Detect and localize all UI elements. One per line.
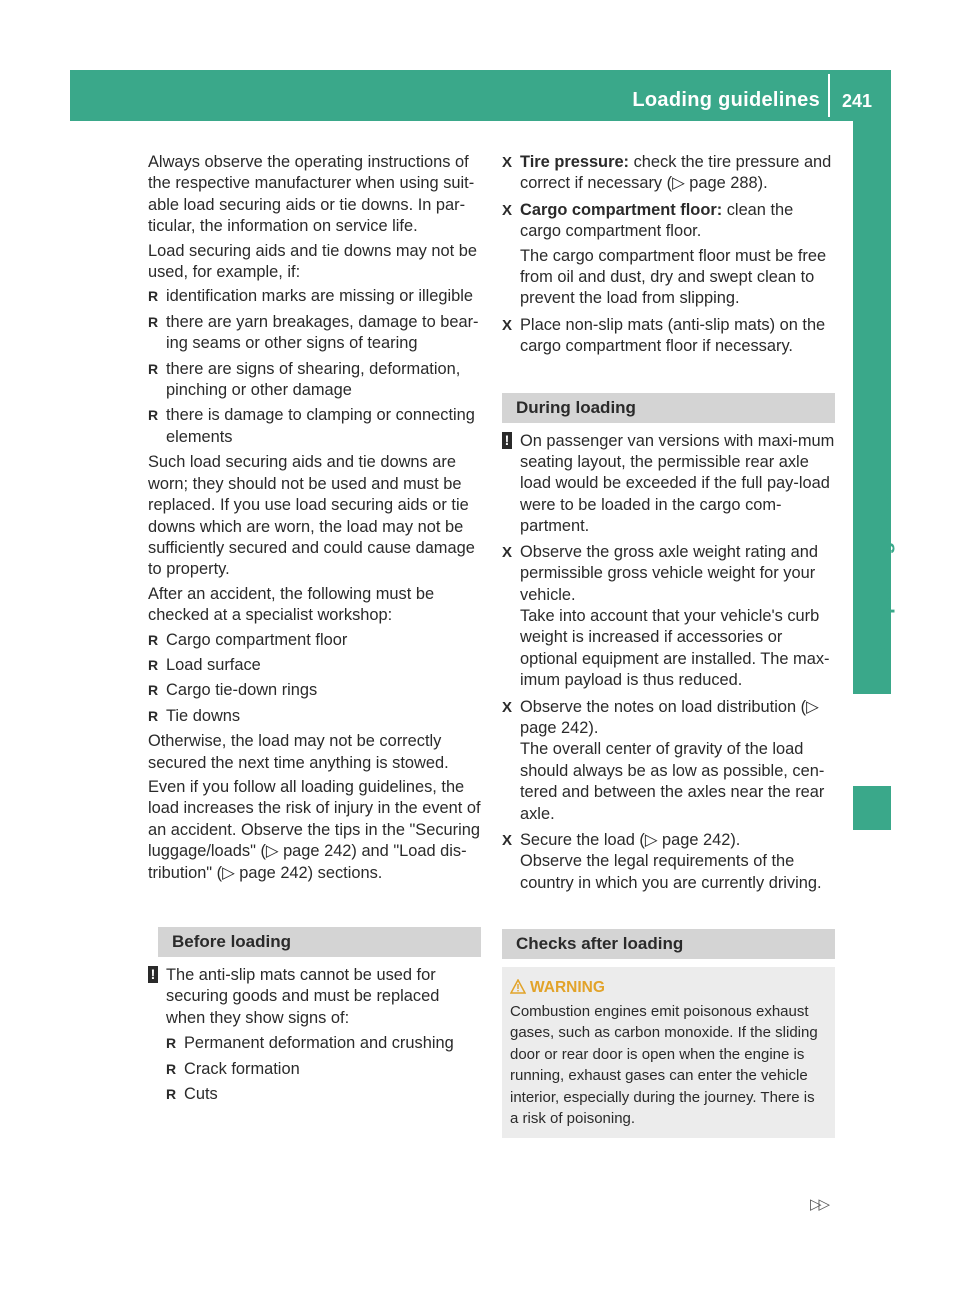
note-text: The anti-slip mats cannot be used for securing goods and must be replaced when they show signs of: [166, 966, 440, 1027]
side-tab-label: Transporting loads [872, 480, 895, 670]
section-heading-checks-after-loading: Checks after loading [502, 929, 835, 959]
page-title: Loading guidelines [632, 89, 820, 111]
continue-arrows-icon: ▷▷ [810, 1196, 828, 1213]
list-item: R Cuts [166, 1084, 481, 1105]
header-separator [828, 74, 830, 117]
step-label: Tire pressure: [520, 153, 630, 171]
step-non-slip-mats [502, 315, 835, 358]
list-item: R Permanent deformation and crushing [166, 1033, 481, 1054]
list-item: R there are yarn breakages, damage to bear-ing seams or other signs of tearing [148, 312, 481, 355]
page-number: 241 [842, 91, 873, 111]
step-tire-pressure [502, 152, 835, 195]
list-item: R Cargo compartment floor [148, 630, 481, 651]
step-subtext: Take into account that your vehicle's curb weight is increased if accessories or optional equipment are installed. The max-imum payload is thus reduced. [520, 606, 830, 690]
step-cargo-floor [502, 200, 835, 310]
step-text: Observe the notes on load distribution (▷ page 242). [520, 697, 819, 737]
list-item: R Tie downs [148, 706, 481, 727]
left-column [148, 152, 481, 1109]
step-subtext: The overall center of gravity of the load should always be as low as possible, cen-tered and between the axles near the rear axle. [520, 740, 825, 823]
accident-intro: After an accident, the following must be checked at a specialist workshop: [148, 584, 435, 625]
section-heading-during-loading: During loading [502, 393, 835, 423]
step-secure-load [502, 830, 835, 894]
step-label: Cargo compartment floor: [520, 200, 723, 219]
step-arrow-icon: X [502, 698, 513, 716]
list-item: R Load surface [148, 655, 481, 676]
list-item: R Cargo tie-down rings [148, 680, 481, 701]
worn-paragraph: Such load securing aids and tie downs are worn; they should not be used and must be replaced. If you use load securing aids or tie downs which are worn, the load may not be sufficiently secured and could cause damage to property. [148, 453, 475, 579]
note-text: On passenger van versions with maxi-mum seating layout, the permissible rear axle load would be exceeded if the full pay-load were to be loaded in the cargo com-partment. [520, 431, 835, 536]
not-used-intro: Load securing aids and tie downs may not be used, for example, if: [148, 241, 477, 282]
step-load-distribution [502, 697, 835, 825]
exclamation-icon: ! [502, 432, 512, 449]
intro-paragraph: Always observe the operating instructions of the respective manufacturer when using suit-able load securing aids or tie downs. In par-ticular, the information on service life. [148, 153, 475, 236]
step-gross-weight [502, 542, 835, 692]
step-text: Observe the gross axle weight rating and permissible gross vehicle weight for your vehicle. [520, 542, 818, 604]
warning-title [510, 977, 827, 999]
list-item: R identification marks are missing or illegible [148, 286, 481, 307]
note [502, 431, 835, 538]
step-text: Place non-slip mats (anti-slip mats) on the cargo compartment floor if necessary. [520, 315, 826, 356]
step-arrow-icon: X [502, 543, 513, 561]
step-text: check the tire pressure and correct if necessary (▷ page 288). [520, 153, 832, 193]
step-arrow-icon: X [502, 316, 513, 334]
warning-icon [510, 979, 526, 994]
note [148, 965, 481, 1029]
even-if-paragraph: Even if you follow all loading guidelines, the load increases the risk of injury in the event of an accident. Observe the tips in the "Securing luggage/loads" (▷ page 242) and "Load dis-tribution" (▷ page 242) sections. [148, 777, 481, 882]
warning-text: Combustion engines emit poisonous exhaust gases, such as carbon monoxide. If the sliding door or rear door is open when the engine is running, exhaust gases can enter the vehicle interior, especially during the journey. There is a risk of poisoning. [510, 1002, 818, 1128]
side-block [853, 786, 891, 830]
warning-box [502, 967, 835, 1138]
warning-label: WARNING [530, 979, 605, 997]
exclamation-icon: ! [148, 966, 158, 983]
step-arrow-icon: X [502, 831, 513, 849]
right-column [502, 152, 835, 1138]
step-text: Secure the load (▷ page 242). [520, 830, 741, 849]
step-subtext: Observe the legal requirements of the country in which you are currently driving. [520, 852, 822, 892]
step-subtext: The cargo compartment floor must be free from oil and dust, dry and swept clean to prevent the load from slipping. [520, 246, 827, 308]
list-item: R there are signs of shearing, deformation, pinching or other damage [148, 359, 481, 402]
step-text: clean the cargo compartment floor. [520, 200, 794, 241]
step-arrow-icon: X [502, 201, 513, 219]
list-item: R Crack formation [166, 1059, 481, 1080]
otherwise-paragraph: Otherwise, the load may not be correctly secured the next time anything is stowed. [148, 732, 449, 772]
section-heading-before-loading: Before loading [158, 927, 481, 957]
list-item: R there is damage to clamping or connecting elements [148, 405, 481, 448]
step-arrow-icon: X [502, 154, 513, 171]
